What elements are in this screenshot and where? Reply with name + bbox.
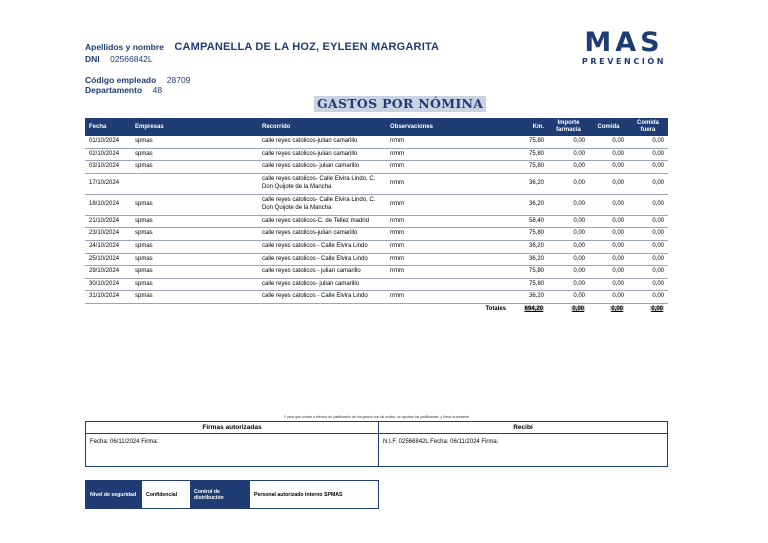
security-value: Confidencial bbox=[146, 491, 178, 498]
cell-km: 75,80 bbox=[510, 136, 548, 148]
dni-value: 02566842L bbox=[110, 54, 153, 64]
cell-observaciones: rrmm bbox=[386, 136, 510, 148]
cell-fecha: 29/10/2024 bbox=[85, 266, 131, 279]
cell-comida-fuera: 0,00 bbox=[628, 266, 668, 279]
cell-fecha: 03/10/2024 bbox=[85, 161, 131, 174]
cell-observaciones bbox=[386, 278, 510, 291]
cell-km: 58,40 bbox=[510, 215, 548, 228]
cell-comida: 0,00 bbox=[589, 173, 628, 194]
cell-comida: 0,00 bbox=[589, 161, 628, 174]
cell-importe-farmacia: 0,00 bbox=[548, 194, 589, 215]
cell-recorrido: calle reyes catolicos- julian camarillo bbox=[258, 161, 386, 174]
cell-km: 75,80 bbox=[510, 228, 548, 241]
cell-fecha: 31/10/2024 bbox=[85, 291, 131, 304]
security-label: Nivel de seguridad bbox=[86, 481, 142, 508]
cell-comida: 0,00 bbox=[589, 291, 628, 304]
cell-comida-fuera: 0,00 bbox=[628, 194, 668, 215]
cell-recorrido: calle reyes catolicos - Calle Elvira Lindo bbox=[258, 253, 386, 266]
totals-cell-wrap bbox=[589, 303, 628, 316]
logo-sub: PREVENCIÓN bbox=[581, 57, 667, 66]
cell-empresa: spmas bbox=[131, 291, 258, 304]
col-empresas: Empresas bbox=[131, 118, 258, 136]
cell-importe-farmacia: 0,00 bbox=[548, 148, 589, 161]
cell-recorrido: calle reyes catolicos - Calle Elvira Lindo bbox=[258, 291, 386, 304]
cell-comida-fuera: 0,00 bbox=[628, 136, 668, 148]
cell-empresa: spmas bbox=[131, 215, 258, 228]
cell-empresa: spmas bbox=[131, 136, 258, 148]
table-row bbox=[85, 266, 668, 279]
signature-note: Y para que conste a efectos de justificación de los gastos con tal motivo, se aportan los justificantes, y firma la presente bbox=[283, 415, 470, 419]
total-comida-fuera: 0,00 bbox=[651, 306, 663, 313]
cell-fecha: 24/10/2024 bbox=[85, 240, 131, 253]
cell-importe-farmacia: 0,00 bbox=[548, 266, 589, 279]
table-body bbox=[85, 136, 668, 316]
table-row bbox=[85, 173, 668, 194]
name-value: CAMPANELLA DE LA HOZ, EYLEEN MARGARITA bbox=[174, 41, 440, 53]
name-label: Apellidos y nombre bbox=[85, 42, 164, 52]
cell-comida-fuera: 0,00 bbox=[628, 215, 668, 228]
logo-main: MAS bbox=[584, 27, 664, 58]
cell-km: 75,80 bbox=[510, 148, 548, 161]
cell-empresa: spmas bbox=[131, 240, 258, 253]
cell-observaciones: rrmm bbox=[386, 266, 510, 279]
cell-importe-farmacia: 0,00 bbox=[548, 173, 589, 194]
total-km: 694,20 bbox=[524, 306, 543, 313]
cell-recorrido: calle reyes catolicos-julian camarillo bbox=[258, 148, 386, 161]
col-observaciones: Observaciones bbox=[386, 118, 510, 136]
cell-comida-fuera: 0,00 bbox=[628, 253, 668, 266]
cell-empresa: spmas bbox=[131, 253, 258, 266]
authorized-signatures bbox=[86, 422, 379, 466]
received-signature bbox=[379, 422, 667, 466]
total-comida: 0,00 bbox=[611, 306, 623, 313]
cell-comida: 0,00 bbox=[589, 240, 628, 253]
cell-km: 36,20 bbox=[510, 240, 548, 253]
cell-empresa: spmas bbox=[131, 278, 258, 291]
table-header-row bbox=[85, 118, 668, 136]
distribution-value: Personal autorizado interno SPMAS bbox=[254, 491, 343, 498]
col-comida: Comida bbox=[589, 118, 628, 136]
cell-recorrido: calle reyes catolicos-C. de Tellez madrid bbox=[258, 215, 386, 228]
cell-fecha: 30/10/2024 bbox=[85, 278, 131, 291]
table-row bbox=[85, 161, 668, 174]
page-title: GASTOS POR NÓMINA bbox=[317, 96, 484, 111]
table-row bbox=[85, 194, 668, 215]
totals-label: Totales bbox=[485, 306, 506, 313]
table-row bbox=[85, 215, 668, 228]
cell-observaciones: rrmm bbox=[386, 291, 510, 304]
cell-recorrido: calle reyes catolicos- Calle Elvira Lindo, C. Don Quijote de la Mancha bbox=[258, 173, 386, 194]
cell-importe-farmacia: 0,00 bbox=[548, 253, 589, 266]
authorized-title: Firmas autorizadas bbox=[86, 422, 378, 434]
cell-fecha: 21/10/2024 bbox=[85, 215, 131, 228]
col-km: Km. bbox=[510, 118, 548, 136]
cell-empresa: spmas bbox=[131, 161, 258, 174]
received-title: Recibí bbox=[379, 422, 667, 434]
distribution-label: Control de distribución bbox=[190, 481, 250, 508]
cell-comida: 0,00 bbox=[589, 148, 628, 161]
cell-comida-fuera: 0,00 bbox=[628, 240, 668, 253]
col-importe-farmacia: Importe farmacia bbox=[548, 118, 589, 136]
totals-cell-wrap bbox=[548, 303, 589, 316]
cell-comida: 0,00 bbox=[589, 194, 628, 215]
cell-observaciones: rrmm bbox=[386, 240, 510, 253]
table-row bbox=[85, 148, 668, 161]
cell-observaciones: rrmm bbox=[386, 173, 510, 194]
cell-comida: 0,00 bbox=[589, 136, 628, 148]
document-control-footer bbox=[85, 480, 379, 509]
cell-importe-farmacia: 0,00 bbox=[548, 240, 589, 253]
cell-observaciones: rrmm bbox=[386, 253, 510, 266]
cell-empresa: spmas bbox=[131, 266, 258, 279]
cell-fecha: 23/10/2024 bbox=[85, 228, 131, 241]
cell-comida: 0,00 bbox=[589, 278, 628, 291]
cell-km: 75,80 bbox=[510, 266, 548, 279]
cell-observaciones: rrmm bbox=[386, 161, 510, 174]
cell-importe-farmacia: 0,00 bbox=[548, 291, 589, 304]
totals-row bbox=[85, 303, 668, 316]
cell-comida: 0,00 bbox=[589, 266, 628, 279]
totals-cell-wrap bbox=[510, 303, 548, 316]
cell-comida-fuera: 0,00 bbox=[628, 173, 668, 194]
mas-prevencion-logo bbox=[575, 29, 673, 66]
cell-comida-fuera: 0,00 bbox=[628, 291, 668, 304]
col-recorrido: Recorrido bbox=[258, 118, 386, 136]
expenses-table bbox=[85, 118, 668, 316]
authorized-body: Fecha: 06/11/2024 Firma: bbox=[90, 439, 159, 445]
received-body: N.I.F. 02566842L Fecha: 06/11/2024 Firma: bbox=[383, 439, 499, 445]
cell-comida-fuera: 0,00 bbox=[628, 148, 668, 161]
cell-km: 75,80 bbox=[510, 161, 548, 174]
cell-empresa: spmas bbox=[131, 228, 258, 241]
cell-fecha: 17/10/2024 bbox=[85, 173, 131, 194]
cell-km: 36,20 bbox=[510, 194, 548, 215]
table-row bbox=[85, 136, 668, 148]
cell-observaciones: rrmm bbox=[386, 228, 510, 241]
dni-row bbox=[85, 49, 153, 67]
cell-comida: 0,00 bbox=[589, 253, 628, 266]
cell-comida-fuera: 0,00 bbox=[628, 278, 668, 291]
cell-recorrido: calle reyes catolicos- julian camarillo bbox=[258, 278, 386, 291]
col-comida-fuera: Comida fuera bbox=[628, 118, 668, 136]
dept-label: Departamento bbox=[85, 85, 143, 95]
table-row bbox=[85, 240, 668, 253]
cell-fecha: 25/10/2024 bbox=[85, 253, 131, 266]
cell-comida: 0,00 bbox=[589, 215, 628, 228]
cell-recorrido: calle reyes catolicos - julian camarillo bbox=[258, 266, 386, 279]
cell-observaciones: rrmm bbox=[386, 148, 510, 161]
cell-fecha: 02/10/2024 bbox=[85, 148, 131, 161]
cell-importe-farmacia: 0,00 bbox=[548, 228, 589, 241]
cell-recorrido: calle reyes catolicos - Calle Elvira Lindo bbox=[258, 240, 386, 253]
title-highlight bbox=[314, 96, 486, 112]
cell-recorrido: calle reyes catolicos-julian camarillo bbox=[258, 228, 386, 241]
cell-fecha: 18/10/2024 bbox=[85, 194, 131, 215]
cell-km: 75,80 bbox=[510, 278, 548, 291]
cell-fecha: 01/10/2024 bbox=[85, 136, 131, 148]
cell-recorrido: calle reyes catolicos- Calle Elvira Lindo, C. Don Quijote de la Mancha bbox=[258, 194, 386, 215]
cell-km: 36,20 bbox=[510, 173, 548, 194]
cell-comida: 0,00 bbox=[589, 228, 628, 241]
table-row bbox=[85, 278, 668, 291]
table-row bbox=[85, 291, 668, 304]
cell-importe-farmacia: 0,00 bbox=[548, 161, 589, 174]
cell-km: 36,20 bbox=[510, 291, 548, 304]
signature-box bbox=[85, 421, 668, 467]
code-label: Código empleado bbox=[85, 75, 157, 85]
totals-cell-wrap bbox=[628, 303, 668, 316]
cell-empresa bbox=[131, 173, 258, 194]
cell-comida-fuera: 0,00 bbox=[628, 228, 668, 241]
cell-empresa: spmas bbox=[131, 148, 258, 161]
cell-km: 36,20 bbox=[510, 253, 548, 266]
totals-spacer bbox=[85, 303, 386, 316]
dept-value: 48 bbox=[152, 85, 163, 95]
cell-empresa: spmas bbox=[131, 194, 258, 215]
cell-importe-farmacia: 0,00 bbox=[548, 278, 589, 291]
cell-comida-fuera: 0,00 bbox=[628, 161, 668, 174]
cell-observaciones: rrmm bbox=[386, 215, 510, 228]
code-value: 28709 bbox=[166, 75, 191, 85]
cell-recorrido: calle reyes catolicos-julian camarillo bbox=[258, 136, 386, 148]
dept-row bbox=[85, 80, 162, 98]
cell-importe-farmacia: 0,00 bbox=[548, 215, 589, 228]
table-row bbox=[85, 253, 668, 266]
col-fecha: Fecha bbox=[85, 118, 131, 136]
dni-label: DNI bbox=[85, 54, 100, 64]
cell-importe-farmacia: 0,00 bbox=[548, 136, 589, 148]
table-row bbox=[85, 228, 668, 241]
total-importe-farmacia: 0,00 bbox=[572, 306, 584, 313]
cell-observaciones: rrmm bbox=[386, 194, 510, 215]
